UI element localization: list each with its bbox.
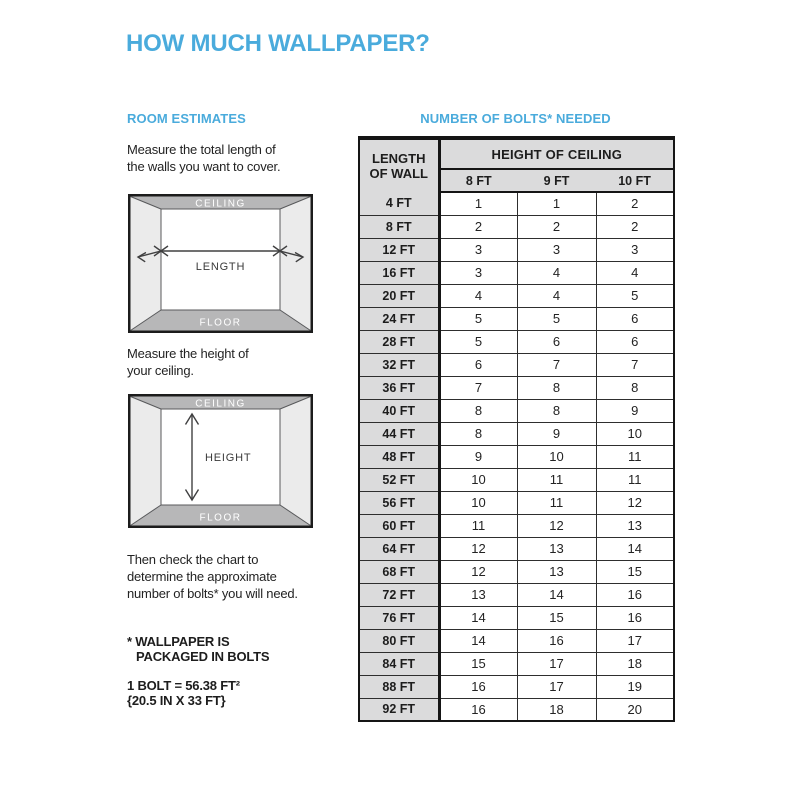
left-wall-panel: [131, 397, 162, 526]
bolt-count-cell: 12: [439, 537, 517, 560]
bolt-count-cell: 4: [596, 261, 674, 284]
bolt-count-cell: 13: [517, 560, 596, 583]
bolt-count-cell: 9: [517, 422, 596, 445]
bolt-count-cell: 1: [439, 192, 517, 215]
table-row: [359, 445, 674, 468]
bolt-count-cell: 16: [517, 629, 596, 652]
wall-length-cell: 92 FT: [359, 698, 439, 721]
bolt-count-cell: 7: [596, 353, 674, 376]
table-row: [359, 422, 674, 445]
wall-length-cell: 80 FT: [359, 629, 439, 652]
bolt-count-cell: 16: [596, 583, 674, 606]
table-row: [359, 238, 674, 261]
bolt-count-cell: 4: [517, 261, 596, 284]
wall-length-cell: 40 FT: [359, 399, 439, 422]
bolt-count-cell: 12: [596, 491, 674, 514]
bolt-count-cell: 11: [596, 445, 674, 468]
bolt-count-cell: 8: [596, 376, 674, 399]
wall-length-cell: 56 FT: [359, 491, 439, 514]
bolt-count-cell: 13: [596, 514, 674, 537]
floor-label: FLOOR: [199, 317, 242, 329]
bolt-count-cell: 4: [439, 284, 517, 307]
table-row: [359, 652, 674, 675]
bolt-count-cell: 2: [596, 192, 674, 215]
instruction-line: determine the approximate: [127, 569, 277, 584]
wall-length-cell: 12 FT: [359, 238, 439, 261]
bolt-count-cell: 12: [439, 560, 517, 583]
instruction-line: your ceiling.: [127, 363, 194, 378]
ceiling-label: CEILING: [195, 398, 246, 410]
bolt-count-cell: 14: [517, 583, 596, 606]
bolt-count-cell: 11: [517, 491, 596, 514]
length-of-wall-header: [359, 138, 439, 192]
bolt-count-cell: 5: [596, 284, 674, 307]
table-row: [359, 514, 674, 537]
bolt-count-cell: 17: [517, 652, 596, 675]
bolt-count-cell: 7: [439, 376, 517, 399]
table-row: [359, 192, 674, 215]
footnote-line: * WALLPAPER IS: [127, 634, 230, 649]
column-header-9ft: 9 FT: [517, 169, 596, 192]
bolt-count-cell: 2: [439, 215, 517, 238]
bolt-count-cell: 8: [439, 399, 517, 422]
bolt-count-cell: 18: [596, 652, 674, 675]
table-row: [359, 675, 674, 698]
bolt-count-cell: 13: [439, 583, 517, 606]
bolt-count-cell: 16: [439, 698, 517, 721]
back-wall-panel: [161, 209, 280, 310]
bolt-count-cell: 16: [439, 675, 517, 698]
bolts-needed-heading: NUMBER OF BOLTS* NEEDED: [420, 111, 611, 126]
instruction-line: number of bolts* you will need.: [127, 586, 298, 601]
bolts-table: [358, 136, 675, 722]
bolt-count-cell: 14: [439, 629, 517, 652]
table-row: [359, 376, 674, 399]
table-row: [359, 399, 674, 422]
table-row: [359, 330, 674, 353]
bolt-count-cell: 8: [517, 399, 596, 422]
bolt-count-cell: 16: [596, 606, 674, 629]
wall-length-cell: 64 FT: [359, 537, 439, 560]
instruction-measure-height: [127, 345, 249, 379]
bolt-count-cell: 8: [517, 376, 596, 399]
wall-length-cell: 48 FT: [359, 445, 439, 468]
bolt-count-cell: 15: [517, 606, 596, 629]
wall-length-cell: 52 FT: [359, 468, 439, 491]
length-label: LENGTH: [195, 261, 246, 273]
bolt-count-cell: 10: [517, 445, 596, 468]
table-row: [359, 353, 674, 376]
wall-length-cell: 20 FT: [359, 284, 439, 307]
bolt-count-cell: 15: [439, 652, 517, 675]
wall-length-cell: 4 FT: [359, 192, 439, 215]
bolt-count-cell: 18: [517, 698, 596, 721]
bolt-count-cell: 12: [517, 514, 596, 537]
bolt-count-cell: 20: [596, 698, 674, 721]
instruction-check-chart: [127, 551, 298, 602]
bolt-count-cell: 11: [517, 468, 596, 491]
bolt-spec-note: [127, 678, 240, 708]
bolt-count-cell: 17: [596, 629, 674, 652]
bolt-count-cell: 14: [596, 537, 674, 560]
bolt-count-cell: 9: [596, 399, 674, 422]
instruction-line: Measure the total length of: [127, 142, 276, 157]
header-line: OF WALL: [369, 166, 428, 181]
left-wall-panel: [131, 197, 162, 331]
wall-length-cell: 32 FT: [359, 353, 439, 376]
table-row: [359, 560, 674, 583]
wall-length-cell: 76 FT: [359, 606, 439, 629]
bolt-count-cell: 10: [439, 468, 517, 491]
table-row: [359, 698, 674, 721]
bolt-count-cell: 2: [596, 215, 674, 238]
room-estimates-heading: ROOM ESTIMATES: [127, 111, 246, 126]
bolt-count-cell: 6: [517, 330, 596, 353]
table-row: [359, 261, 674, 284]
bolt-spec-line: {20.5 IN X 33 FT}: [127, 693, 226, 708]
wall-length-cell: 8 FT: [359, 215, 439, 238]
wall-length-cell: 36 FT: [359, 376, 439, 399]
bolt-count-cell: 14: [439, 606, 517, 629]
instruction-line: Measure the height of: [127, 346, 249, 361]
footnote-line: PACKAGED IN BOLTS: [136, 649, 270, 664]
bolt-count-cell: 7: [517, 353, 596, 376]
bolt-count-cell: 13: [517, 537, 596, 560]
bolt-count-cell: 6: [439, 353, 517, 376]
bolt-spec-line: 1 BOLT = 56.38 FT²: [127, 678, 240, 693]
wall-length-cell: 60 FT: [359, 514, 439, 537]
instruction-measure-length: [127, 141, 280, 175]
bolt-count-cell: 19: [596, 675, 674, 698]
bolt-count-cell: 17: [517, 675, 596, 698]
instruction-line: Then check the chart to: [127, 552, 259, 567]
bolt-count-cell: 5: [517, 307, 596, 330]
height-label: HEIGHT: [205, 452, 252, 464]
right-wall-panel: [280, 397, 311, 526]
bolt-count-cell: 1: [517, 192, 596, 215]
table-row: [359, 583, 674, 606]
wall-length-cell: 68 FT: [359, 560, 439, 583]
ceiling-label: CEILING: [195, 198, 246, 210]
wall-length-cell: 84 FT: [359, 652, 439, 675]
table-row: [359, 215, 674, 238]
wall-length-cell: 72 FT: [359, 583, 439, 606]
bolt-count-cell: 5: [439, 330, 517, 353]
bolt-count-cell: 6: [596, 330, 674, 353]
bolt-count-cell: 6: [596, 307, 674, 330]
bolt-count-cell: 10: [596, 422, 674, 445]
right-wall-panel: [280, 197, 311, 331]
page-title: HOW MUCH WALLPAPER?: [126, 30, 430, 57]
wall-length-cell: 44 FT: [359, 422, 439, 445]
bolt-count-cell: 8: [439, 422, 517, 445]
table-row: [359, 629, 674, 652]
column-header-8ft: 8 FT: [439, 169, 517, 192]
bolt-count-cell: 3: [517, 238, 596, 261]
table-row: [359, 284, 674, 307]
bolt-count-cell: 2: [517, 215, 596, 238]
bolt-count-cell: 3: [596, 238, 674, 261]
table-row: [359, 468, 674, 491]
bolt-count-cell: 3: [439, 238, 517, 261]
header-line: LENGTH: [372, 151, 426, 166]
column-header-10ft: 10 FT: [596, 169, 674, 192]
table-row: [359, 307, 674, 330]
bolt-count-cell: 9: [439, 445, 517, 468]
table-header-row: [359, 138, 674, 169]
wall-length-cell: 88 FT: [359, 675, 439, 698]
bolt-count-cell: 11: [596, 468, 674, 491]
room-height-diagram: [128, 394, 313, 528]
packaging-footnote: [127, 634, 269, 664]
room-length-diagram: [128, 194, 313, 333]
wall-length-cell: 24 FT: [359, 307, 439, 330]
height-of-ceiling-header: HEIGHT OF CEILING: [439, 138, 674, 169]
wall-length-cell: 16 FT: [359, 261, 439, 284]
bolt-count-cell: 15: [596, 560, 674, 583]
bolt-count-cell: 4: [517, 284, 596, 307]
bolt-count-cell: 10: [439, 491, 517, 514]
bolt-count-cell: 11: [439, 514, 517, 537]
bolt-count-cell: 5: [439, 307, 517, 330]
table-row: [359, 606, 674, 629]
floor-label: FLOOR: [199, 512, 242, 524]
table-row: [359, 491, 674, 514]
bolt-count-cell: 3: [439, 261, 517, 284]
wall-length-cell: 28 FT: [359, 330, 439, 353]
table-row: [359, 537, 674, 560]
instruction-line: the walls you want to cover.: [127, 159, 281, 174]
